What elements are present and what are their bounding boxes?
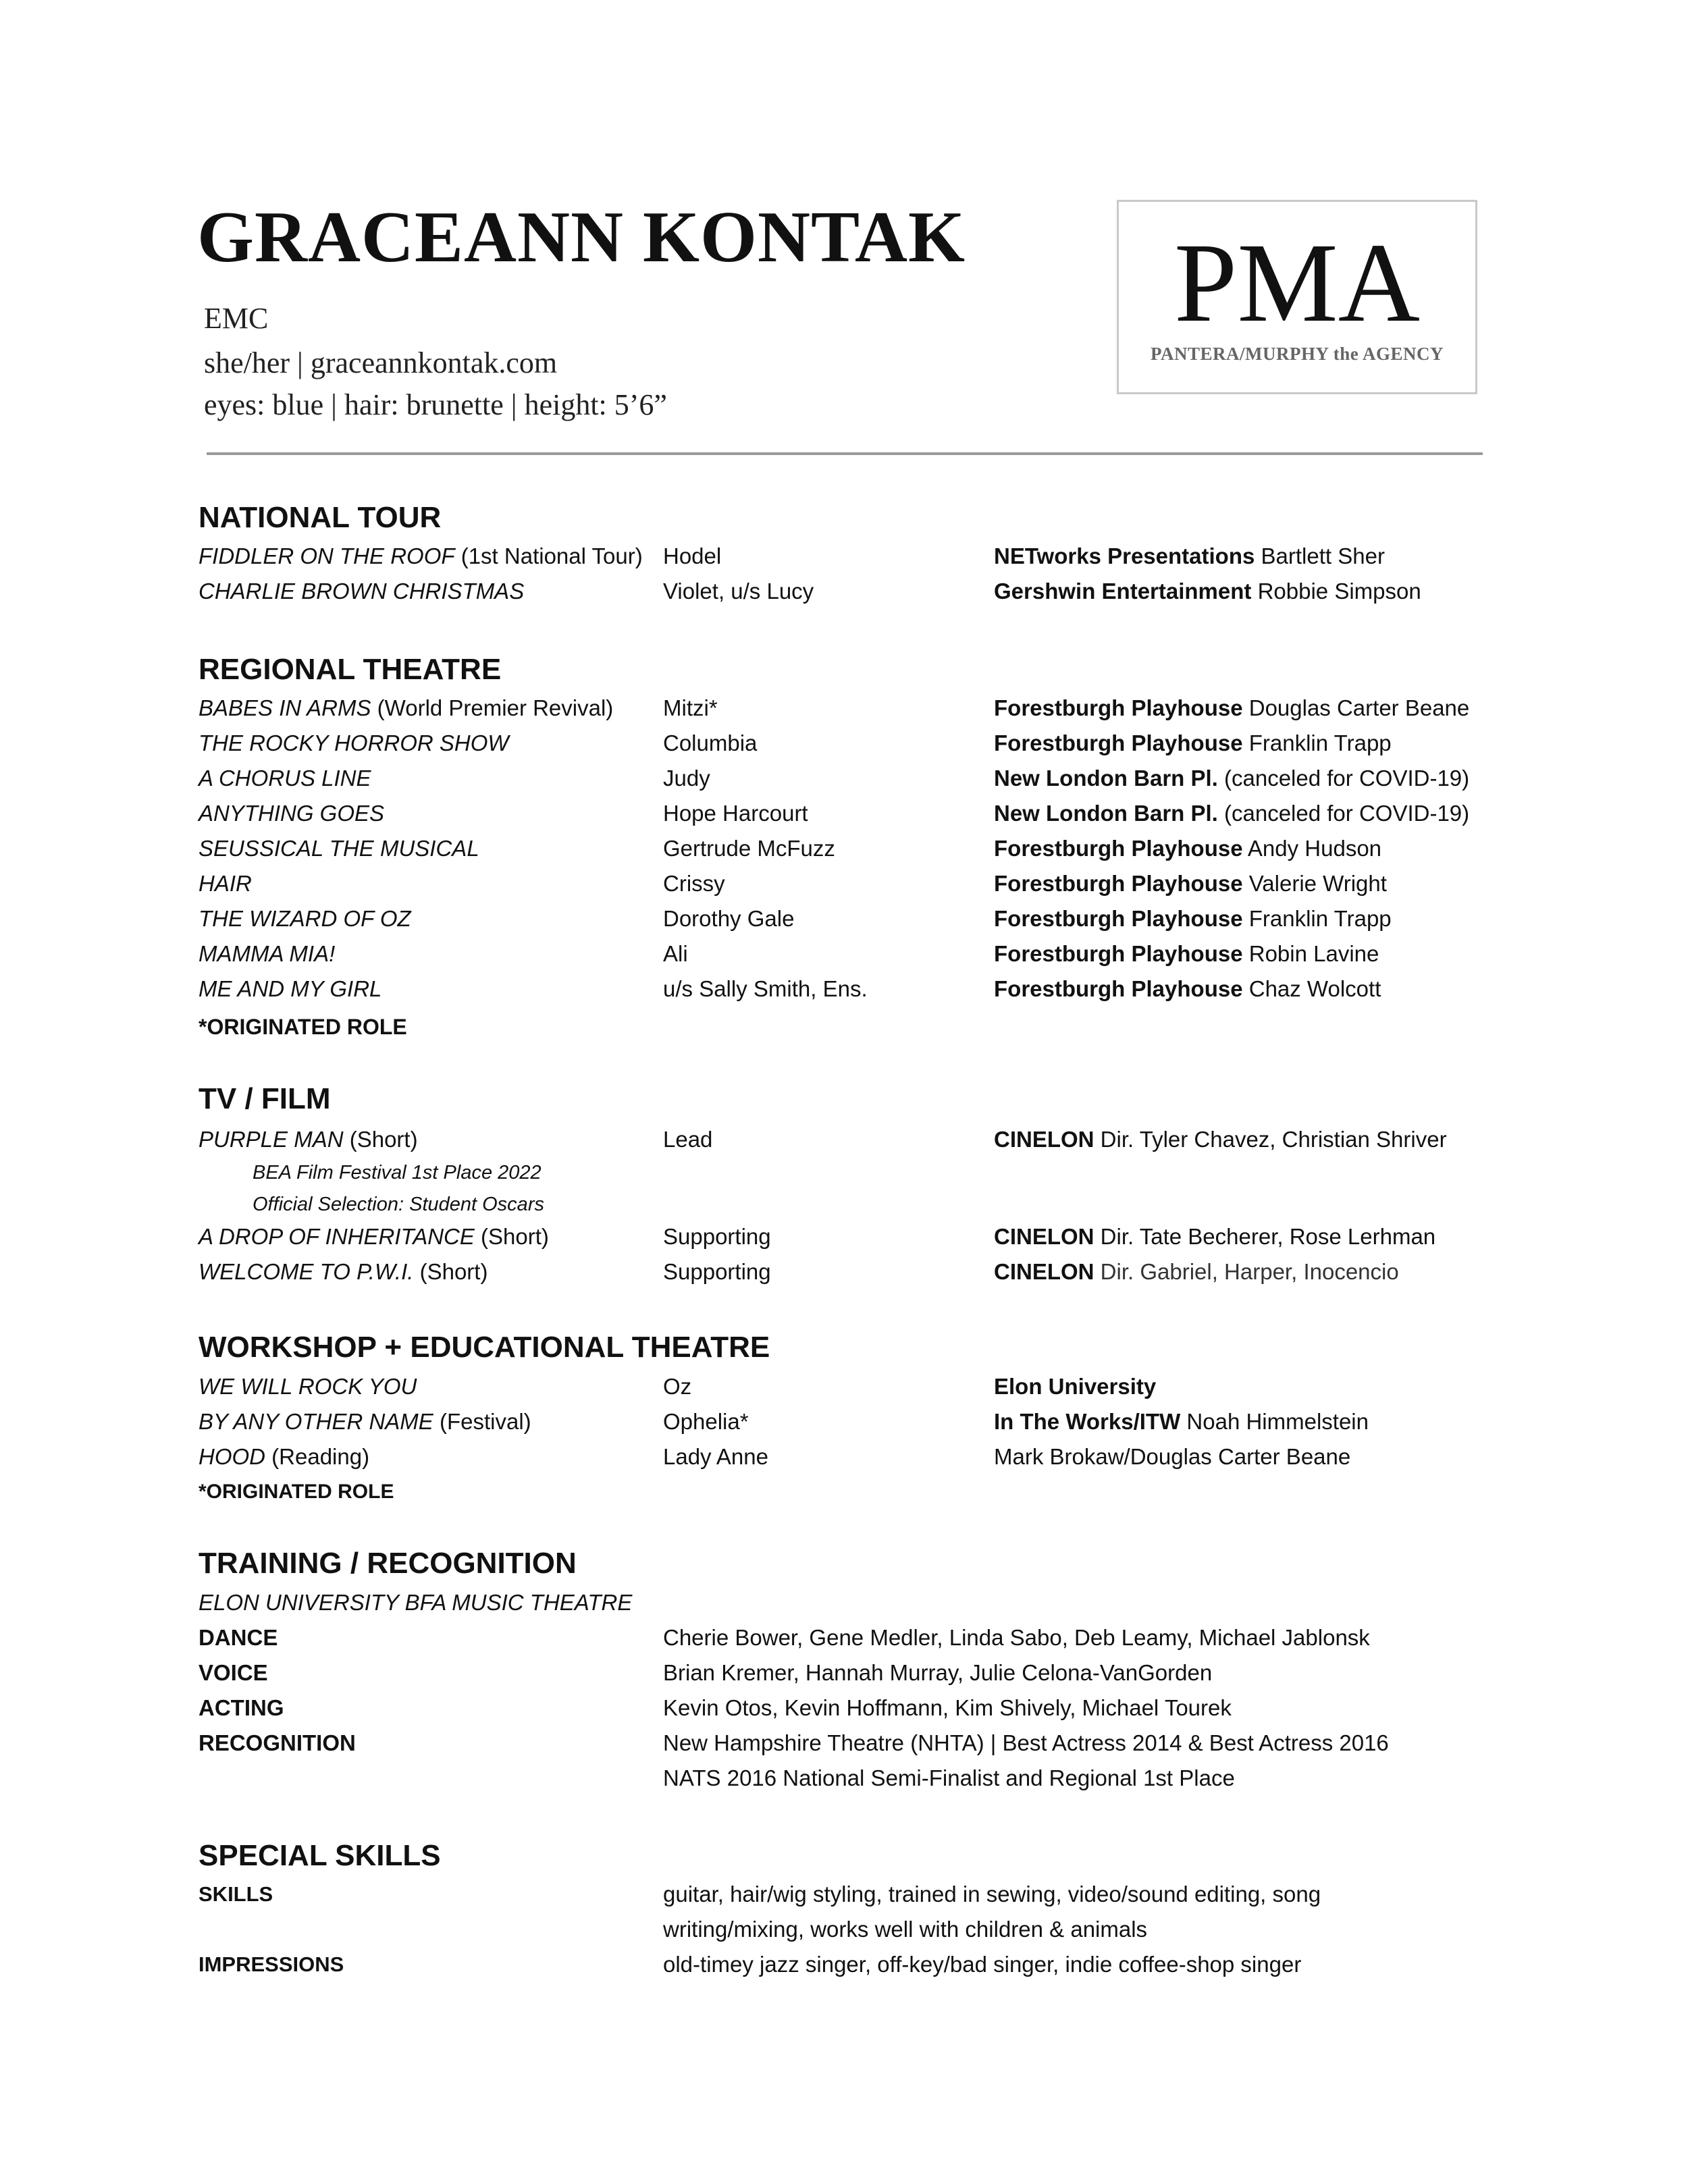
director: Andy Hudson xyxy=(1242,836,1382,861)
role: Dorothy Gale xyxy=(663,906,795,931)
director: Bartlett Sher xyxy=(1255,543,1385,568)
credit-row xyxy=(199,938,1549,970)
company: CINELON xyxy=(994,1224,1094,1249)
credit-company-cell xyxy=(994,797,1469,830)
director: Robin Lavine xyxy=(1242,941,1379,966)
show-title: SEUSSICAL THE MUSICAL xyxy=(199,836,479,861)
role: Lady Anne xyxy=(663,1444,768,1469)
director: Chaz Wolcott xyxy=(1242,976,1381,1001)
credit-row xyxy=(199,1221,1549,1253)
section-heading-regional-theatre: REGIONAL THEATRE xyxy=(199,653,502,686)
credit-company-cell xyxy=(994,1370,1156,1403)
originated-role-footnote: *ORIGINATED ROLE xyxy=(199,1481,394,1503)
section-heading-workshop: WORKSHOP + EDUCATIONAL THEATRE xyxy=(199,1331,770,1364)
credit-company-cell xyxy=(994,692,1469,724)
show-title: A DROP OF INHERITANCE xyxy=(199,1224,475,1249)
show-title: FIDDLER ON THE ROOF xyxy=(199,543,455,568)
show-note: (World Premier Revival) xyxy=(371,695,614,720)
credit-company-cell xyxy=(994,973,1381,1005)
role: Columbia xyxy=(663,730,758,755)
show-title: THE ROCKY HORROR SHOW xyxy=(199,730,509,755)
role: Hodel xyxy=(663,543,722,568)
company: Forestburgh Playhouse xyxy=(994,836,1243,861)
role: Mitzi* xyxy=(663,695,718,720)
show-note: (Short) xyxy=(413,1259,488,1284)
section-heading-tv-film: TV / FILM xyxy=(199,1082,331,1115)
show-note: (Short) xyxy=(343,1127,418,1152)
section-heading-special-skills: SPECIAL SKILLS xyxy=(199,1839,441,1872)
director: Valerie Wright xyxy=(1242,871,1387,896)
company: In The Works/ITW xyxy=(994,1409,1181,1434)
credit-company-cell xyxy=(994,762,1469,795)
role: Supporting xyxy=(663,1224,771,1249)
show-title: A CHORUS LINE xyxy=(199,766,371,791)
header-divider xyxy=(207,452,1483,455)
skills-row xyxy=(199,1878,1549,1911)
credit-title-cell xyxy=(199,1123,418,1156)
director: Dir. Tate Becherer, Rose Lerhman xyxy=(1094,1224,1436,1249)
credit-row xyxy=(199,1370,1549,1403)
company: Forestburgh Playhouse xyxy=(994,871,1243,896)
credit-row xyxy=(199,1256,1549,1288)
show-note: (1st National Tour) xyxy=(454,543,643,568)
show-title: WELCOME TO P.W.I. xyxy=(199,1259,414,1284)
section-heading-national-tour: NATIONAL TOUR xyxy=(199,501,442,534)
director: Robbie Simpson xyxy=(1251,579,1421,604)
company: New London Barn Pl. xyxy=(994,766,1218,791)
training-school xyxy=(199,1587,1549,1619)
training-value: Cherie Bower, Gene Medler, Linda Sabo, Deb Leamy, Michael Jablonsk xyxy=(663,1625,1370,1650)
credit-title-cell xyxy=(199,1370,417,1403)
training-label: DANCE xyxy=(199,1625,278,1650)
credit-row xyxy=(199,540,1549,572)
show-title: CHARLIE BROWN CHRISTMAS xyxy=(199,579,525,604)
actor-name: GRACEANN KONTAK xyxy=(197,197,966,277)
skills-row xyxy=(199,1913,1549,1946)
credit-title-cell xyxy=(199,903,411,935)
training-value: Brian Kremer, Hannah Murray, Julie Celona-VanGorden xyxy=(663,1660,1213,1685)
credit-title-cell xyxy=(199,1441,369,1473)
credit-company-cell xyxy=(994,868,1387,900)
director: Mark Brokaw/Douglas Carter Beane xyxy=(994,1444,1351,1469)
training-label: RECOGNITION xyxy=(199,1730,356,1755)
company: Elon University xyxy=(994,1374,1157,1399)
director: Dir. Tyler Chavez, Christian Shriver xyxy=(1094,1127,1447,1152)
credit-company-cell xyxy=(994,938,1379,970)
credit-row xyxy=(199,727,1549,760)
originated-role-footnote: *ORIGINATED ROLE xyxy=(199,1015,407,1039)
role: u/s Sally Smith, Ens. xyxy=(663,976,868,1001)
credit-title-cell xyxy=(199,575,524,608)
credit-title-cell xyxy=(199,832,479,865)
company: CINELON xyxy=(994,1259,1094,1284)
director: (canceled for COVID-19) xyxy=(1217,801,1470,826)
physical-stats: eyes: blue | hair: brunette | height: 5’6” xyxy=(204,388,667,421)
credit-company-cell xyxy=(994,1256,1399,1288)
credit-title-cell xyxy=(199,727,509,760)
show-title: BABES IN ARMS xyxy=(199,695,371,720)
training-row xyxy=(199,1692,1549,1724)
skills-label: IMPRESSIONS xyxy=(199,1952,344,1976)
credit-title-cell xyxy=(199,1221,549,1253)
director: Noah Himmelstein xyxy=(1180,1409,1369,1434)
credit-row xyxy=(199,692,1549,724)
director: Dir. Gabriel, Harper, Inocencio xyxy=(1094,1259,1399,1284)
show-note: (Festival) xyxy=(433,1409,531,1434)
skills-value: old-timey jazz singer, off-key/bad singer, indie coffee-shop singer xyxy=(663,1952,1302,1977)
company: Forestburgh Playhouse xyxy=(994,695,1243,720)
agency-logo-initials: PMA xyxy=(1173,220,1421,346)
film-award: BEA Film Festival 1st Place 2022 xyxy=(253,1162,542,1183)
skills-label: SKILLS xyxy=(199,1882,273,1906)
show-note: (Short) xyxy=(474,1224,549,1249)
show-title: HOOD xyxy=(199,1444,265,1469)
role: Ophelia* xyxy=(663,1409,749,1434)
credit-title-cell xyxy=(199,1406,531,1438)
role: Oz xyxy=(663,1374,692,1399)
show-title: ANYTHING GOES xyxy=(199,801,385,826)
agency-logo xyxy=(1117,200,1477,394)
director: (canceled for COVID-19) xyxy=(1217,766,1470,791)
company: CINELON xyxy=(994,1127,1094,1152)
company: Forestburgh Playhouse xyxy=(994,941,1243,966)
credit-row xyxy=(199,1123,1549,1156)
credit-row xyxy=(199,797,1549,830)
show-title: THE WIZARD OF OZ xyxy=(199,906,411,931)
role: Ali xyxy=(663,941,688,966)
section-heading-training: TRAINING / RECOGNITION xyxy=(199,1547,577,1580)
role: Supporting xyxy=(663,1259,771,1284)
film-award: Official Selection: Student Oscars xyxy=(253,1194,544,1215)
credit-row xyxy=(199,762,1549,795)
school-name: ELON UNIVERSITY BFA MUSIC THEATRE xyxy=(199,1590,633,1615)
director: Douglas Carter Beane xyxy=(1242,695,1470,720)
show-title: ME AND MY GIRL xyxy=(199,976,382,1001)
credit-title-cell xyxy=(199,692,613,724)
role: Hope Harcourt xyxy=(663,801,808,826)
role: Violet, u/s Lucy xyxy=(663,579,814,604)
role: Crissy xyxy=(663,871,725,896)
show-title: PURPLE MAN xyxy=(199,1127,344,1152)
credit-company-cell xyxy=(994,903,1392,935)
company: New London Barn Pl. xyxy=(994,801,1218,826)
credit-title-cell xyxy=(199,540,643,572)
training-row xyxy=(199,1727,1549,1759)
skills-value: writing/mixing, works well with children & animals xyxy=(663,1917,1148,1942)
credit-title-cell xyxy=(199,762,371,795)
credit-row xyxy=(199,1406,1549,1438)
credit-company-cell xyxy=(994,1441,1350,1473)
company: Forestburgh Playhouse xyxy=(994,976,1243,1001)
credit-row xyxy=(199,903,1549,935)
credit-company-cell xyxy=(994,727,1392,760)
skills-value: guitar, hair/wig styling, trained in sewing, video/sound editing, song xyxy=(663,1882,1321,1907)
role: Gertrude McFuzz xyxy=(663,836,835,861)
company: Gershwin Entertainment xyxy=(994,579,1252,604)
role: Lead xyxy=(663,1127,713,1152)
training-value: Kevin Otos, Kevin Hoffmann, Kim Shively, Michael Tourek xyxy=(663,1695,1232,1720)
credit-row xyxy=(199,1441,1549,1473)
credit-title-cell xyxy=(199,938,335,970)
role: Judy xyxy=(663,766,710,791)
show-note: (Reading) xyxy=(265,1444,370,1469)
training-row xyxy=(199,1657,1549,1689)
credit-row xyxy=(199,575,1549,608)
credit-row xyxy=(199,973,1549,1005)
company: Forestburgh Playhouse xyxy=(994,730,1243,755)
credit-company-cell xyxy=(994,1221,1435,1253)
credit-company-cell xyxy=(994,1123,1447,1156)
union-status: EMC xyxy=(204,302,269,335)
agency-logo-name: PANTERA/MURPHY the AGENCY xyxy=(1151,344,1444,364)
training-label: VOICE xyxy=(199,1660,268,1685)
training-row xyxy=(199,1762,1549,1794)
credit-company-cell xyxy=(994,1406,1369,1438)
credit-company-cell xyxy=(994,832,1381,865)
show-title: HAIR xyxy=(199,871,252,896)
credit-row xyxy=(199,868,1549,900)
show-title: BY ANY OTHER NAME xyxy=(199,1409,433,1434)
show-title: WE WILL ROCK YOU xyxy=(199,1374,417,1399)
director: Franklin Trapp xyxy=(1242,730,1392,755)
credit-title-cell xyxy=(199,1256,487,1288)
company: Forestburgh Playhouse xyxy=(994,906,1243,931)
credit-title-cell xyxy=(199,868,252,900)
pronouns-website: she/her | graceannkontak.com xyxy=(204,346,558,379)
training-label: ACTING xyxy=(199,1695,284,1720)
training-value: New Hampshire Theatre (NHTA) | Best Actress 2014 & Best Actress 2016 xyxy=(663,1730,1389,1755)
credit-title-cell xyxy=(199,797,384,830)
training-value: NATS 2016 National Semi-Finalist and Regional 1st Place xyxy=(663,1765,1235,1790)
credit-company-cell xyxy=(994,575,1421,608)
company: NETworks Presentations xyxy=(994,543,1255,568)
credit-row xyxy=(199,832,1549,865)
credit-company-cell xyxy=(994,540,1385,572)
training-row xyxy=(199,1622,1549,1654)
skills-row xyxy=(199,1948,1549,1981)
director: Franklin Trapp xyxy=(1242,906,1392,931)
credit-title-cell xyxy=(199,973,381,1005)
show-title: MAMMA MIA! xyxy=(199,941,336,966)
